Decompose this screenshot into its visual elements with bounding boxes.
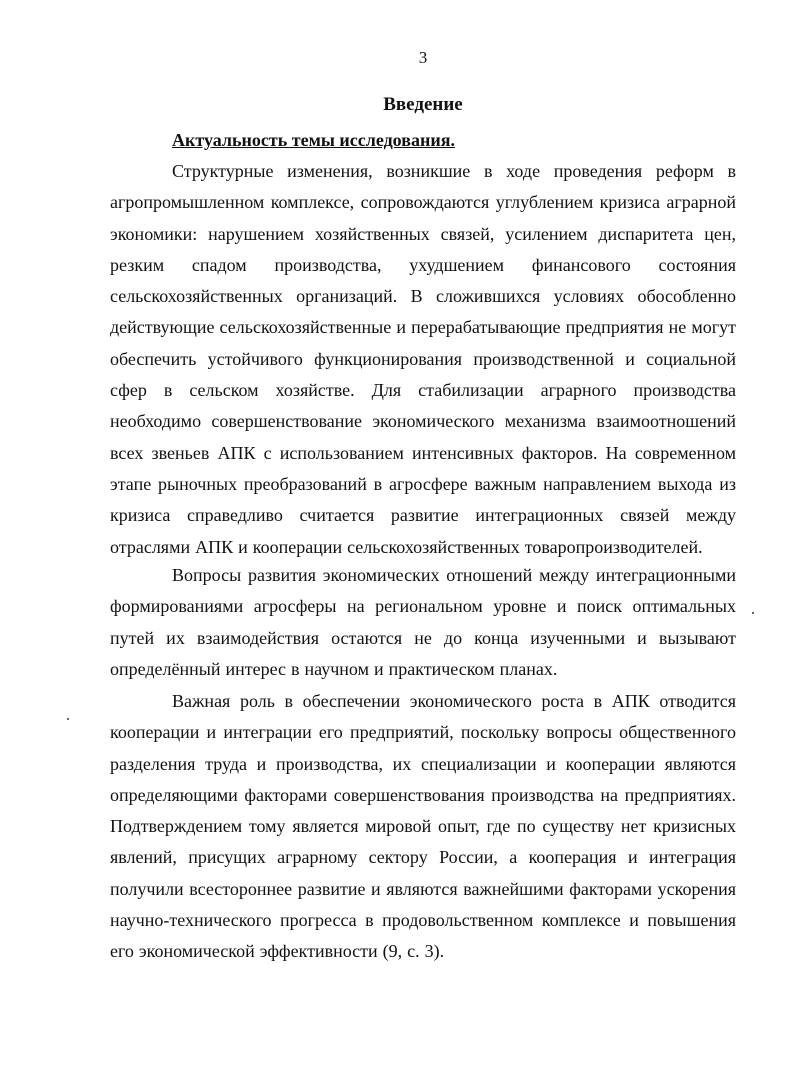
scan-speck [752, 612, 754, 614]
section-subtitle: Актуальность темы исследования. [172, 130, 455, 150]
paragraph-2: Вопросы развития экономических отношений между интеграционными формированиями агросферы на региональном уровне и поиск оптимальных путей их взаимодействия остаются не до конца изученными и вызывают определённый интерес в научном и практическом планах. [110, 565, 736, 679]
paragraph-1: Структурные изменения, возникшие в ходе проведения реформ в агропромышленном комплексе, сопровождаются углублением кризиса аграрной экономики: нарушением хозяйственных связей, усилением диспаритета цен, резким спадом производства, ухудшением финансового состояния сельскохозяйственных организаций. В сложившихся условиях обособленно действующие сельскохозяйственные и перерабатывающие предприятия не могут обеспечить устойчивого функционирования производственной и социальной сфер в сельском хозяйстве. Для стабилизации аграрного производства необходимо совершенствование экономического механизма взаимоотношений всех звеньев АПК с использованием интенсивных факторов. На современном этапе рыночных преобразований в агросфере важным направлением выхода из кризиса справедливо считается развитие интеграционных связей между отраслями АПК и кооперации сельскохозяйственных товаропроизводителей. [110, 161, 736, 557]
section-title: Введение [383, 94, 463, 115]
page-number: 3 [418, 48, 428, 67]
scan-speck [67, 718, 69, 720]
paragraph-3: Важная роль в обеспечении экономического роста в АПК отводится кооперации и интеграции его предприятий, поскольку вопросы общественного разделения труда и производства, их специализации и кооперации являются определяющими факторами совершенствования производства на предприятиях. Подтверждением тому является мировой опыт, где по существу нет кризисных явлений, присущих аграрному сектору России, а кооперация и интеграция получили всестороннее развитие и являются важнейшими факторами ускорения научно-технического прогресса в продовольственном комплексе и повышения его экономической эффективности (9, с. 3). [110, 691, 736, 962]
